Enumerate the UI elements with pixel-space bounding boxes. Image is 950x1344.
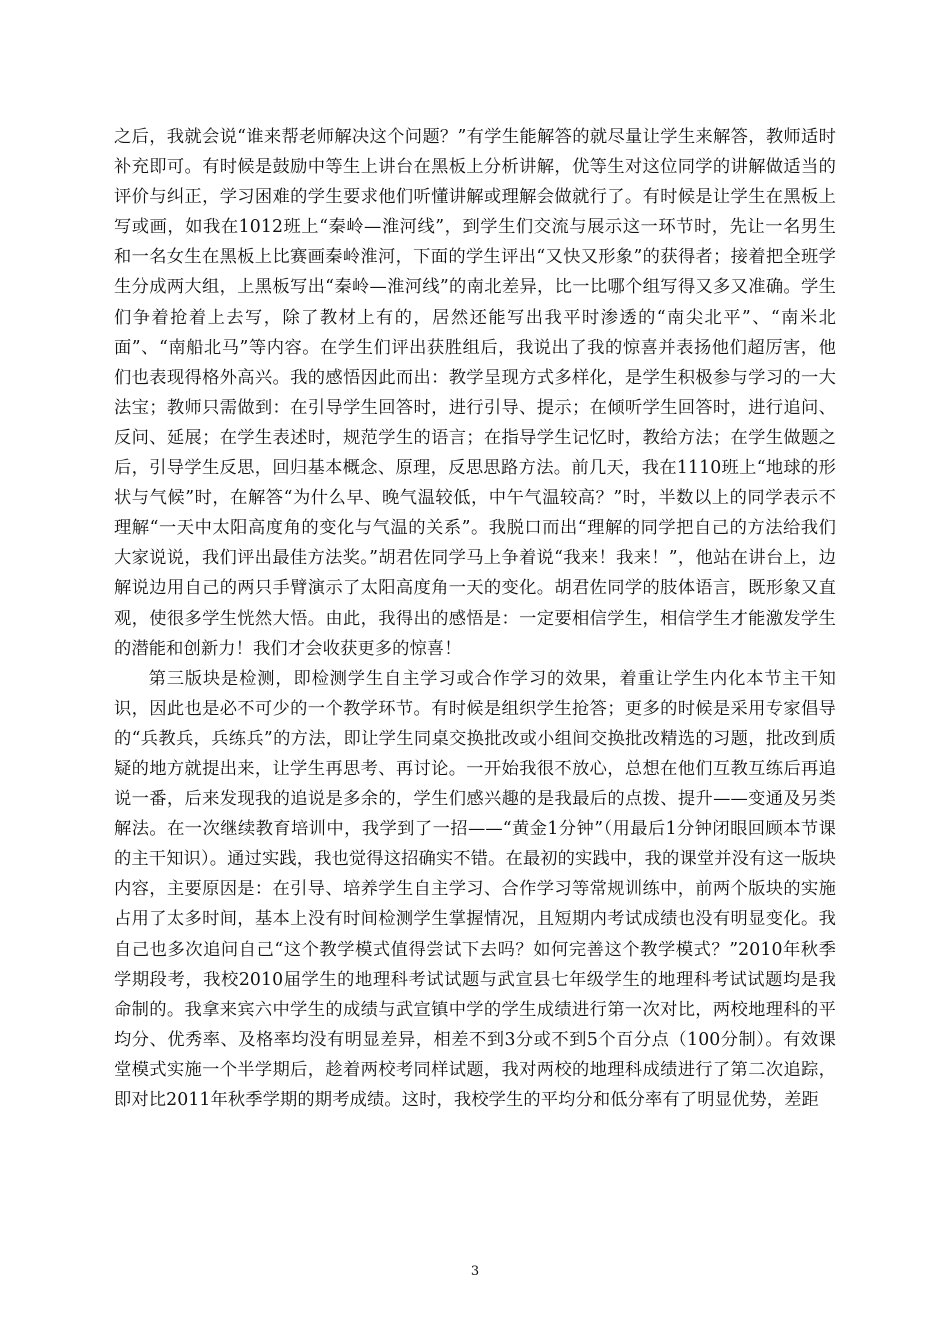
paragraph-1: 之后，我就会说“谁来帮老师解决这个问题？”有学生能解答的就尽量让学生来解答，教师适时补充即可。有时候是鼓励中等生上讲台在黑板上分析讲解，优等生对这位同学的讲解做适当的评价与纠正，学习困难的学生要求他们听懂讲解或理解会做就行了。有时候是让学生在黑板上写或画，如我在1012班上“秦岭—淮河线”，到学生们交流与展示这一环节时，先让一名男生和一名女生在黑板上比赛画秦岭淮河，下面的学生评出“又快又形象”的获得者；接着把全班学生分成两大组，上黑板写出“秦岭—淮河线”的南北差异，比一比哪个组写得又多又准确。学生们争着抢着上去写，除了教材上有的，居然还能写出我平时渗透的“南尖北平”、“南米北面”、“南船北马”等内容。在学生们评出获胜组后，我说出了我的惊喜并表扬他们超厉害，他们也表现得格外高兴。我的感悟因此而出：教学呈现方式多样化，是学生积极参与学习的一大法宝；教师只需做到：在引导学生回答时，进行引导、提示；在倾听学生回答时，进行追问、反问、延展；在学生表述时，规范学生的语言；在指导学生记忆时，教给方法；在学生做题之后，引导学生反思，回归基本概念、原理，反思思路方法。前几天，我在1110班上“地球的形状与气候”时，在解答“为什么早、晚气温较低，中午气温较高？”时，半数以上的同学表示不理解“一天中太阳高度角的变化与气温的关系”。我脱口而出“理解的同学把自己的方法给我们大家说说，我们评出最佳方法奖。”胡君佐同学马上争着说“我来！我来！”，他站在讲台上，边解说边用自己的两只手臂演示了太阳高度角一天的变化。胡君佐同学的肢体语言，既形象又直观，使很多学生恍然大悟。由此，我得出的感悟是：一定要相信学生，相信学生才能激发学生的潜能和创新力！我们才会收获更多的惊喜！ xyxy=(114,127,836,659)
paragraph-2: 第三版块是检测，即检测学生自主学习或合作学习的效果，着重让学生内化本节主干知识，因此也是必不可少的一个教学环节。有时候是组织学生抢答；更多的时候是采用专家倡导的“兵教兵，兵练兵”的方法，即让学生同桌交换批改或小组间交换批改精选的习题，批改到质疑的地方就提出来，让学生再思考、再讨论。一开始我很不放心，总想在他们互教互练后再追说一番，后来发现我的追说是多余的，学生们感兴趣的是我最后的点拨、提升——变通及另类解法。在一次继续教育培训中，我学到了一招——“黄金1分钟”（用最后1分钟闭眼回顾本节课的主干知识）。通过实践，我也觉得这招确实不错。在最初的实践中，我的课堂并没有这一版块内容，主要原因是：在引导、培养学生自主学习、合作学习等常规训练中，前两个版块的实施占用了太多时间，基本上没有时间检测学生掌握情况，且短期内考试成绩也没有明显变化。我自己也多次追问自己“这个教学模式值得尝试下去吗？如何完善这个教学模式？”2010年秋季学期段考，我校2010届学生的地理科考试试题与武宣县七年级学生的地理科考试试题均是我命制的。我拿来宾六中学生的成绩与武宣镇中学的学生成绩进行第一次对比，两校地理科的平均分、优秀率、及格率均没有明显差异，相差不到3分或不到5个百分点（100分制）。有效课堂模式实施一个半学期后，趁着两校考同样试题，我对两校的地理科成绩进行了第二次追踪，即对比2011年秋季学期的期考成绩。这时，我校学生的平均分和低分率有了明显优势，差距 xyxy=(114,668,836,1110)
document-body xyxy=(114,122,836,1115)
page-number: 3 xyxy=(470,1264,480,1279)
